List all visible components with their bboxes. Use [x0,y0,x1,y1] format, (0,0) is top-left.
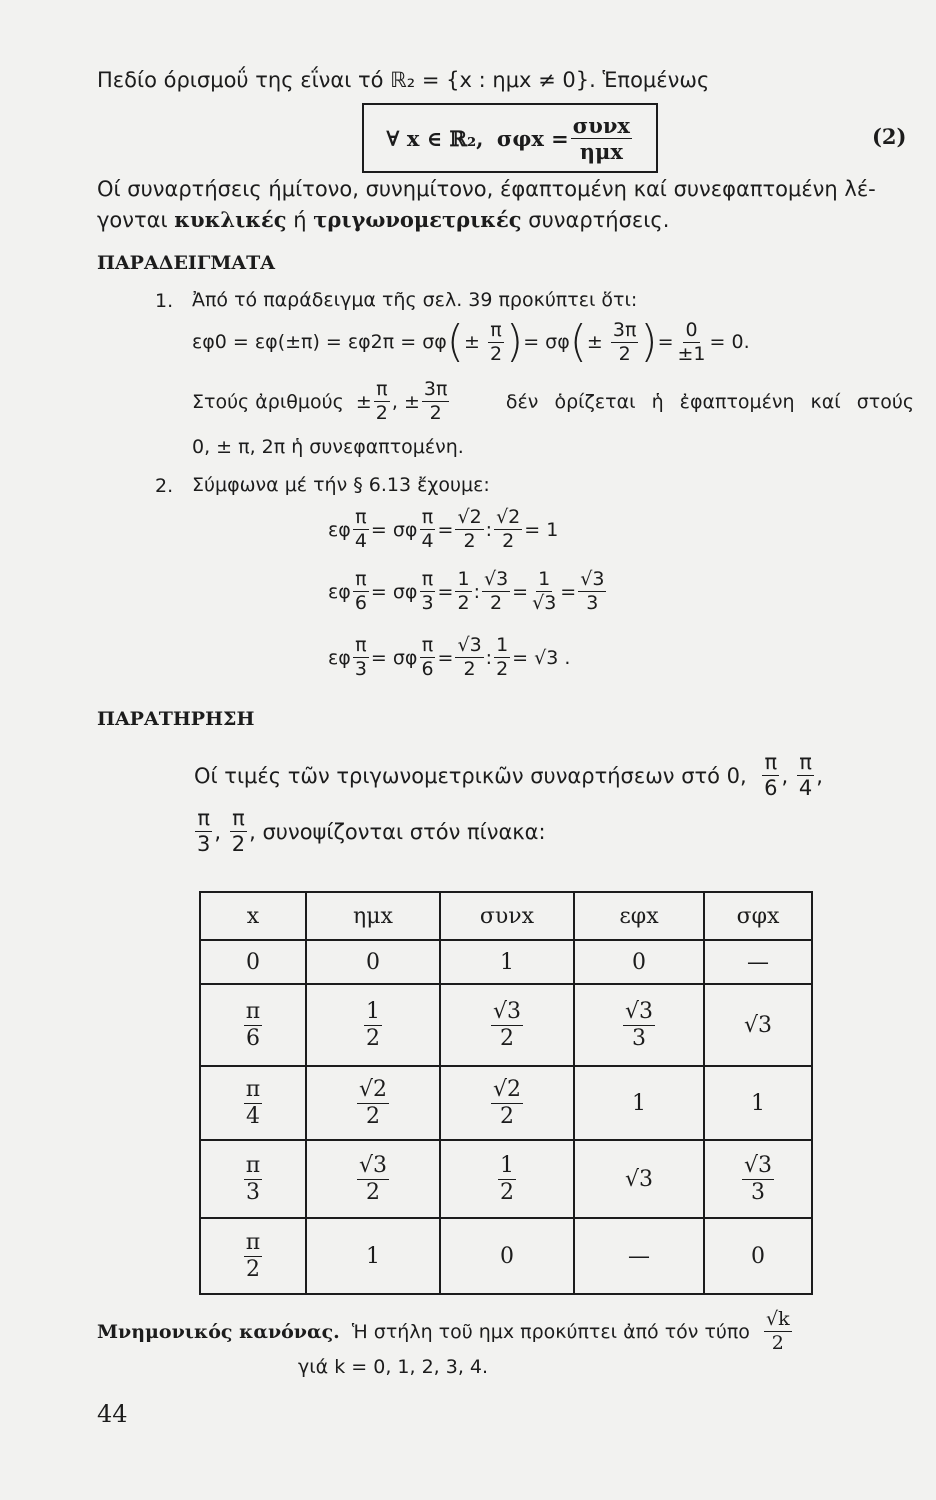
formula-prefix: ∀ x ∈ ℝ₂, [386,125,484,151]
remark-line-1: Οί τιμές τῶν τριγωνομετρικῶν συναρτήσεων στό 0, $\frac{\pi}{6}$ , $\frac{\pi}{4}$ , [194,750,823,800]
example-1-formula: εφ0 = εφ(±π) = εφ2π = σφ ( ± $\frac{\pi}{2}$ ) = σφ ( ± $\frac{3\pi}{2}$ ) = $\frac{0}{\pm 1}$ = 0. [192,316,750,367]
cell: 0 [574,940,704,984]
term-kyklikes: κυκλικές [174,207,287,232]
cell: 1 [306,1218,440,1294]
term-trigonometrikes: τριγωνομετρικές [313,207,522,232]
equation-number: (2) [872,124,907,149]
cell: — [574,1218,704,1294]
example-1-line-2: Στούς ἀριθμούς ± $\frac{\pi}{2}$ , ± $\frac{3\pi}{2}$ δέν ὁρίζεται ἡ ἐφαπτομένη καί στούς [192,378,914,424]
cell: 0 [306,940,440,984]
cell: 1 [440,940,574,984]
table-header-row [200,892,812,940]
cell: √3 [704,984,812,1066]
cell: $\frac{\pi}{2}$ [200,1218,306,1294]
example-1-line-3: 0, ± π, 2π ἡ συνεφαπτομένη. [192,436,464,458]
cell: 0 [440,1218,574,1294]
cell: $\frac{√3}{3}$ [704,1140,812,1218]
cell: 0 [200,940,306,984]
table-row [200,984,812,1066]
boxed-formula [362,103,658,173]
formula-pi-6: εφ $\frac{\pi}{6}$ = σφ $\frac{\pi}{3}$ = $\frac{1}{2}$ : $\frac{√3}{2}$ = $\frac{1}{√3}$ = $\frac{√3}{3}$ [328,568,605,614]
header-tan: εφx [574,892,704,940]
cell: $\frac{√3}{2}$ [440,984,574,1066]
cell: — [704,940,812,984]
header-sin: ημx [306,892,440,940]
cell: $\frac{1}{2}$ [306,984,440,1066]
header-cot: σφx [704,892,812,940]
cell: $\frac{√3}{2}$ [306,1140,440,1218]
example-2-text: Σύμφωνα μέ τήν § 6.13 ἔχουμε: [192,474,490,496]
cell: $\frac{1}{2}$ [440,1140,574,1218]
page-number: 44 [97,1400,128,1428]
table-row [200,940,812,984]
formula-lhs: σφx = [496,125,569,151]
cell: $\frac{\pi}{6}$ [200,984,306,1066]
cell: √3 [574,1140,704,1218]
table-row [200,1218,812,1294]
domain-line: Πεδίο όρισμοΰ της εΐναι τό ℝ₂ = {x : ημx ≠ 0}. Ἑπομένως [97,68,710,92]
cell: 1 [574,1066,704,1140]
header-x: x [200,892,306,940]
trig-values-table [199,891,813,1295]
remark-heading: ΠΑΡΑΤΗΡΗΣΗ [97,708,255,730]
cell: $\frac{\pi}{4}$ [200,1066,306,1140]
mnemonic-rule-line-2: γιά k = 0, 1, 2, 3, 4. [298,1356,489,1378]
table-row [200,1066,812,1140]
circular-line-1: Οί συναρτήσεις ήμίτονο, συνημίτονο, έφαπτομένη καί συνεφαπτομένη λέ- [97,177,876,201]
cell: $\frac{\pi}{3}$ [200,1140,306,1218]
cell: $\frac{√2}{2}$ [440,1066,574,1140]
formula-pi-3: εφ $\frac{\pi}{3}$ = σφ $\frac{\pi}{6}$ = $\frac{√3}{2}$ : $\frac{1}{2}$ = √3 . [328,634,571,680]
cell: 1 [704,1066,812,1140]
example-2-number: 2. [155,475,174,497]
table-row [200,1140,812,1218]
formula-fraction: $\frac{\text{συνx}}{\text{ημx}}$ [572,112,630,164]
formula-pi-4: εφ $\frac{\pi}{4}$ = σφ $\frac{\pi}{4}$ = $\frac{√2}{2}$ : $\frac{√2}{2}$ = 1 [328,506,559,552]
mnemonic-rule: Μνημονικός κανόνας. Ἡ στήλη τοῦ ημx προκύπτει ἀπό τόν τύπο $\frac{√k}{2}$ [97,1308,790,1354]
cell: 0 [704,1218,812,1294]
cell: $\frac{√2}{2}$ [306,1066,440,1140]
circular-line-2: γονται κυκλικές ή τριγωνομετρικές συναρτήσεις. [97,207,670,232]
mnemonic-label: Μνημονικός κανόνας. [97,1320,340,1343]
header-cos: συνx [440,892,574,940]
cell: $\frac{√3}{3}$ [574,984,704,1066]
examples-heading: ΠΑΡΑΔΕΙΓΜΑΤΑ [97,252,275,274]
remark-line-2: $\frac{\pi}{3}$ , $\frac{\pi}{2}$ , συνοψίζονται στόν πίνακα: [197,806,546,856]
example-1-number: 1. [155,290,174,312]
example-1-text: Ἀπό τό παράδειγμα τῆς σελ. 39 προκύπτει ὅτι: [192,289,638,311]
